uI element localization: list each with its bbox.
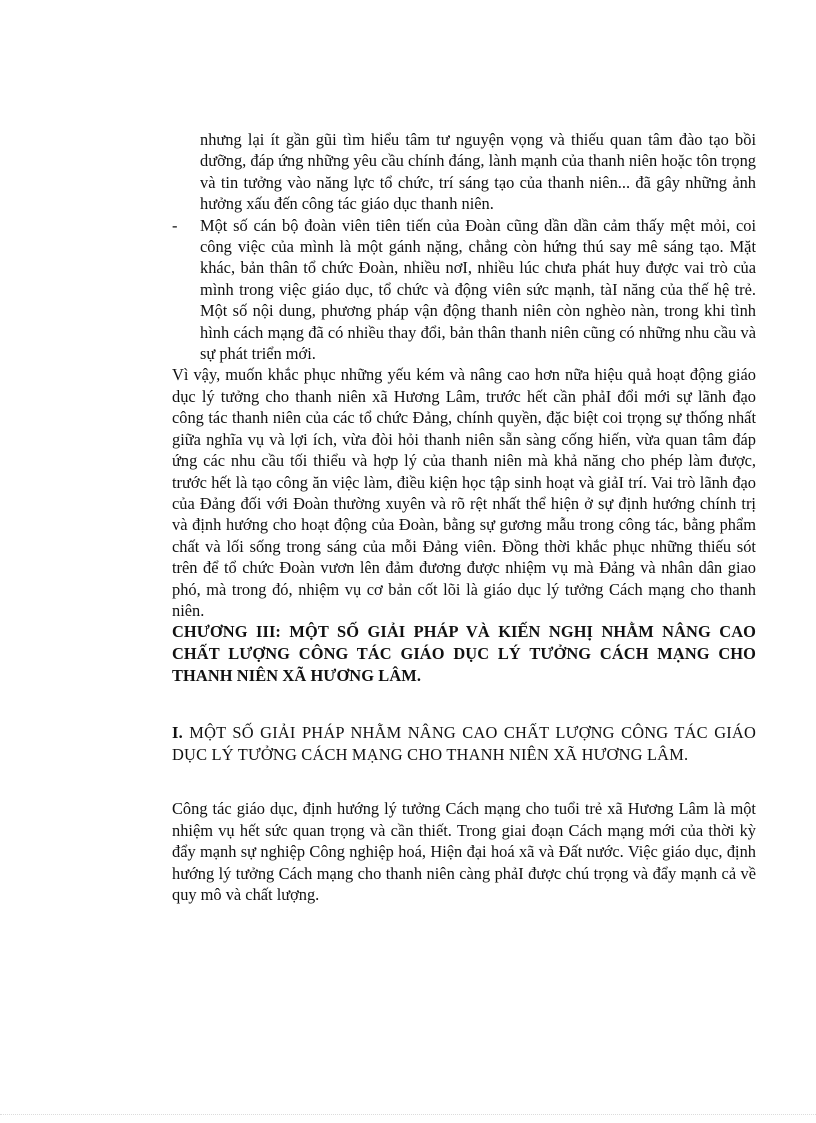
section-heading <box>172 722 756 765</box>
body-paragraph-2: Công tác giáo dục, định hướng lý tưởng Cách mạng cho tuổi trẻ xã Hương Lâm là một nhiệm vụ hết sức quan trọng và cần thiết. Trong giai đoạn Cách mạng mới của thời kỳ đẩy mạnh sự nghiệp Công nghiệp hoá, Hiện đại hoá xã và Đất nước. Việc giáo dục, định hướng lý tưởng Cách mạng cho thanh niên càng phảI được chú trọng và đẩy mạnh cả về quy mô và chất lượng. <box>172 799 756 904</box>
bullet-item <box>172 215 756 365</box>
section-number: I. <box>172 723 183 743</box>
section-title: MỘT SỐ GIẢI PHÁP NHẰM NÂNG CAO CHẤT LƯỢNG CÔNG TÁC GIÁO DỤC LÝ TƯỞNG CÁCH MẠNG CHO THANH NIÊN XÃ HƯƠNG LÂM. <box>172 723 756 764</box>
page-bottom-border <box>0 1114 816 1115</box>
chapter-heading: CHƯƠNG III: MỘT SỐ GIẢI PHÁP VÀ KIẾN NGHỊ NHẰM NÂNG CAO CHẤT LƯỢNG CÔNG TÁC GIÁO DỤC LÝ TƯỞNG CÁCH MẠNG CHO THANH NIÊN XÃ HƯƠNG LÂM. <box>172 622 756 685</box>
bullet-text: Một số cán bộ đoàn viên tiên tiến của Đoàn cũng dần dần cảm thấy mệt mỏi, coi công việc của mình là một gánh nặng, chẳng còn hứng thú say mê sáng tạo. Mặt khác, bản thân tổ chức Đoàn, nhiều nơI, nhiều lúc chưa phát huy được vai trò của mình trong việc giáo dục, tổ chức và động viên sức mạnh, tàI năng của thế hệ trẻ. Một số nội dung, phương pháp vận động thanh niên còn nghèo nàn, trong khi tình hình cách mạng đã có nhiều thay đổi, bản thân thanh niên cũng có những nhu cầu và sự phát triển mới. <box>200 215 756 364</box>
body-paragraph-1: Vì vậy, muốn khắc phục những yếu kém và nâng cao hơn nữa hiệu quả hoạt động giáo dục lý tưởng cho thanh niên xã Hương Lâm, trước hết cần phảI đổi mới sự lãnh đạo công tác thanh niên của các tổ chức Đảng, chính quyền, đặc biệt coi trọng sự thống nhất giữa nghĩa vụ và lợi ích, vừa đòi hỏi thanh niên sẵn sàng cống hiến, vừa quan tâm đáp ứng các nhu cầu tối thiểu và hợp lý của thanh niên mà khả năng cho phép làm được, trước hết là tạo công ăn việc làm, điều kiện học tập sinh hoạt và giảI trí. Vai trò lãnh đạo của Đảng đối với Đoàn thường xuyên và rõ rệt nhất thể hiện ở sự định hướng chính trị và định hướng cho hoạt động của Đoàn, bằng sự gương mẫu trong công tác, bằng phẩm chất và lối sống trong sáng của mỗi Đảng viên. Đồng thời khắc phục những thiếu sót trên để tổ chức Đoàn vươn lên đảm đương được nhiệm vụ mà Đảng và nhân dân giao phó, mà trong đó, nhiệm vụ cơ bản cốt lõi là giáo dục lý tưởng Cách mạng cho thanh niên. <box>172 365 756 620</box>
continuation-paragraph: nhưng lại ít gần gũi tìm hiểu tâm tư nguyện vọng và thiếu quan tâm đào tạo bồi dưỡng, đáp ứng những yêu cầu chính đáng, lành mạnh của thanh niên hoặc tôn trọng và tin tưởng vào năng lực tổ chức, trí sáng tạo của thanh niên... đã gây những ảnh hưởng xấu đến công tác giáo dục thanh niên. <box>200 130 756 214</box>
bullet-marker: - <box>172 215 178 235</box>
document-page <box>172 129 756 905</box>
